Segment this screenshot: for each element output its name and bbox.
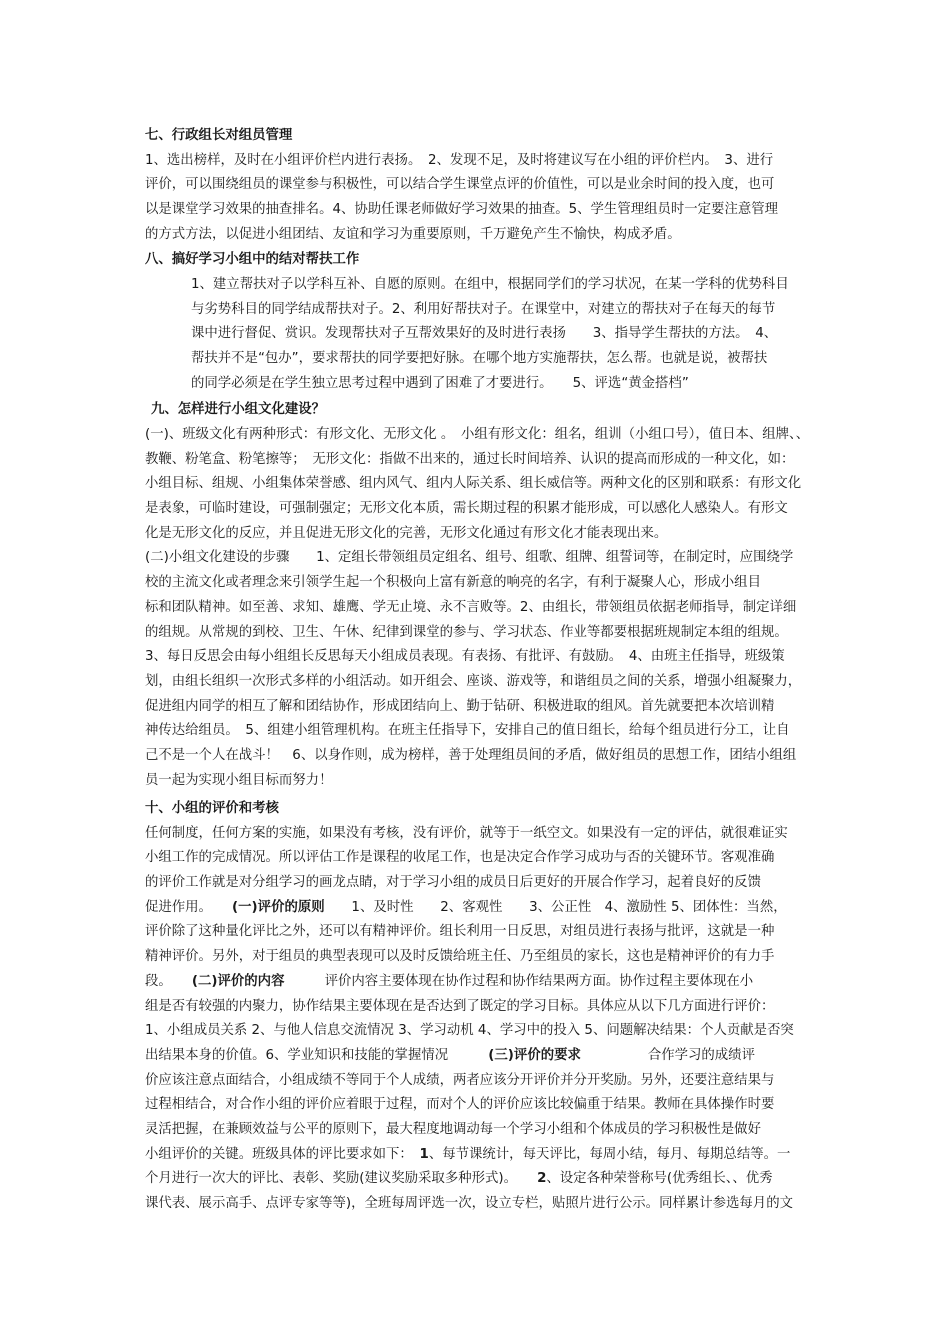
paragraph-line: 与劣势科目的同学结成帮扶对子。2、利用好帮扶对子。在课堂中，对建立的帮扶对子在每天的每节 [191, 301, 776, 317]
paragraph-line [145, 896, 810, 921]
paragraph-line [145, 1143, 810, 1168]
paragraph-line: 课代表、展示高手、点评专家等等)，全班每周评选一次，设立专栏，贴照片进行公示。同样累计参选每月的文 [145, 1196, 793, 1211]
paragraph-line: 小组目标、组规、小组集体荣誉感、组内风气、组内人际关系、组长威信等。两种文化的区别和联系：有形文化 [145, 476, 802, 492]
subheading-content: (二)评价的内容 [191, 973, 285, 989]
paragraph-line: 的组规。从常规的到校、卫生、午休、纪律到课堂的参与、学习状态、作业等都要根据班规制定本组的组规。 [145, 624, 788, 640]
paragraph-line: 过程相结合，对合作小组的评价应着眼于过程，而对个人的评价应该比较偏重于结果。教师在具体操作时要 [145, 1097, 775, 1113]
text-run: 1、及时性 2、客观性 3、公正性 4、激励性 5、团体性：当然， [324, 899, 787, 915]
paragraph-line: 促进组内同学的相互了解和团结协作，形成团结向上、勤于钻研、积极进取的组风。首先就要把本次培训精 [145, 698, 775, 714]
paragraph-line: 1、选出榜样，及时在小组评价栏内进行表扬。 2、发现不足，及时将建议写在小组的评价栏内。 3、进行 [145, 152, 774, 168]
text-run: 出结果本身的价值。6、学业知识和技能的掌握情况 [145, 1047, 489, 1063]
section-8-body [191, 273, 811, 396]
paragraph-line: 小组工作的完成情况。所以评估工作是课程的收尾工作，也是决定合作学习成功与否的关键环节。客观准确 [145, 850, 775, 866]
paragraph-line [145, 970, 810, 995]
text-run: 促进作用。 [145, 899, 233, 915]
paragraph-line: (二)小组文化建设的步骤 1、定组长带领组员定组名、组号、组歌、组牌、组誓词等，在制定时，应围绕学 [145, 550, 794, 566]
paragraph-line: 灵活把握，在兼顾效益与公平的原则下，最大程度地调动每一个学习小组和个体成员的学习积极性是做好 [145, 1121, 761, 1137]
section-heading: 九、怎样进行小组文化建设？ [151, 402, 326, 417]
text-run: 小组评价的关键。班级具体的评比要求如下： [145, 1146, 420, 1162]
paragraph-line [145, 1044, 810, 1069]
paragraph-line: 己不是一个人在战斗！ 6、以身作则，成为榜样，善于处理组员间的矛盾，做好组员的思想工作，团结小组组 [145, 747, 797, 763]
paragraph-line: 任何制度，任何方案的实施，如果没有考核，没有评价，就等于一纸空文。如果没有一定的评估，就很难证实 [145, 825, 788, 841]
paragraph-line: 以是课堂学习效果的抽查排名。4、协助任课老师做好学习效果的抽查。5、学生管理组员时一定要注意管理 [145, 202, 779, 218]
paragraph-line: 神传达给组员。 5、组建小组管理机构。在班主任指导下，安排自己的值日组长，给每个组员进行分工，让自 [145, 723, 790, 739]
section-9-heading [151, 398, 816, 423]
text-run: 评价内容主要体现在协作过程和协作结果两方面。协作过程主要体现在小 [284, 973, 754, 989]
paragraph-line: 1、建立帮扶对子以学科互补、自愿的原则。在组中，根据同学们的学习状况，在某一学科的优势科目 [191, 277, 789, 292]
paragraph-line: (一)、班级文化有两种形式：有形文化、无形文化 。 小组有形文化：组名，组训（小组口号），值日本、组牌、、 [145, 427, 810, 442]
paragraph-line: 教鞭、粉笔盒、粉笔擦等； 无形文化：指做不出来的，通过长时间培养、认识的提高而形成的一种文化，如： [145, 451, 795, 467]
paragraph-line: 员一起为实现小组目标而努力！ [145, 772, 333, 788]
subheading-principles: (一)评价的原则 [232, 899, 325, 915]
paragraph-line [145, 1167, 810, 1192]
section-heading: 八、搞好学习小组中的结对帮扶工作 [145, 252, 360, 267]
section-9 [145, 423, 810, 793]
paragraph-line: 课中进行督促、赏识。发现帮扶对子互帮效果好的及时进行表扬 3、指导学生帮扶的方法。 4、 [191, 326, 778, 342]
section-heading: 十、小组的评价和考核 [145, 801, 279, 816]
paragraph-line: 价应该注意点面结合，小组成绩不等同于个人成绩，两者应该分开评价并分开奖励。另外，还要注意结果与 [145, 1072, 775, 1088]
paragraph-line: 评价，可以围绕组员的课堂参与积极性，可以结合学生课堂点评的价值性，可以是业余时间的投入度，也可 [145, 177, 775, 193]
list-number: 1 [419, 1146, 429, 1162]
text-run: 合作学习的成绩评 [580, 1047, 755, 1063]
text-run: 、每节课统计，每天评比，每周小结，每月、每期总结等。一 [428, 1146, 791, 1162]
paragraph-line: 组是否有较强的内聚力，协作结果主要体现在是否达到了既定的学习目标。具体应从以下几方面进行评价： [145, 998, 775, 1014]
paragraph-line: 评价除了这种量化评比之外，还可以有精神评价。组长利用一日反思，对组员进行表扬与批评，这就是一种 [145, 924, 775, 940]
section-10 [145, 797, 810, 1217]
paragraph-line: 标和团队精神。如至善、求知、雄鹰、学无止境、永不言败等。2、由组长，带领组员依据老师指导，制定详细 [145, 599, 797, 615]
paragraph-line: 划，由组长组织一次形式多样的小组活动。如开组会、座谈、游戏等，和谐组员之间的关系，增强小组凝聚力， [145, 673, 802, 689]
paragraph-line: 的评价工作就是对分组学习的画龙点睛，对于学习小组的成员日后更好的开展合作学习，起着良好的反馈 [145, 875, 761, 891]
list-number: 2 [537, 1171, 547, 1187]
paragraph-line: 精神评价。另外，对于组员的典型表现可以及时反馈给班主任、乃至组员的家长，这也是精神评价的有力手 [145, 949, 775, 965]
text-run: 个月进行一次大的评比、表彰、奖励(建议奖励采取多种形式)。 [145, 1171, 538, 1187]
paragraph-line: 校的主流文化或者理念来引领学生起一个积极向上富有新意的响亮的名字，有利于凝聚人心，形成小组目 [145, 575, 761, 591]
section-heading: 七、行政组长对组员管理 [145, 128, 293, 143]
section-8 [145, 248, 810, 273]
text-run: 段。 [145, 973, 192, 989]
paragraph-line: 1、小组成员关系 2、与他人信息交流情况 3、学习动机 4、学习中的投入 5、问题解决结果：个人贡献是否突 [145, 1023, 794, 1039]
paragraph-line: 帮扶并不是“包办”，要求帮扶的同学要把好脉。在哪个地方实施帮扶，怎么帮。也就是说，被帮扶 [191, 351, 768, 367]
paragraph-line: 是表象，可临时建设，可强制强定；无形文化本质，需长期过程的积累才能形成，可以感化人感染人。有形文 [145, 501, 788, 517]
section-7 [145, 124, 810, 247]
paragraph-line: 3、每日反思会由每小组组长反思每天小组成员表现。有表扬、有批评、有鼓励。 4、由班主任指导，班级策 [145, 649, 785, 665]
subheading-requirements: (三)评价的要求 [488, 1047, 581, 1063]
paragraph-line: 的方式方法，以促进小组团结、友谊和学习为重要原则，千万避免产生不愉快，构成矛盾。 [145, 226, 681, 242]
paragraph-line: 化是无形文化的反应，并且促进无形文化的完善，无形文化通过有形文化才能表现出来。 [145, 525, 668, 541]
text-run: 、设定各种荣誉称号(优秀组长、、优秀 [546, 1171, 773, 1187]
paragraph-line: 的同学必须是在学生独立思考过程中遇到了困难了才要进行。 5、评选“黄金搭档” [191, 375, 689, 391]
